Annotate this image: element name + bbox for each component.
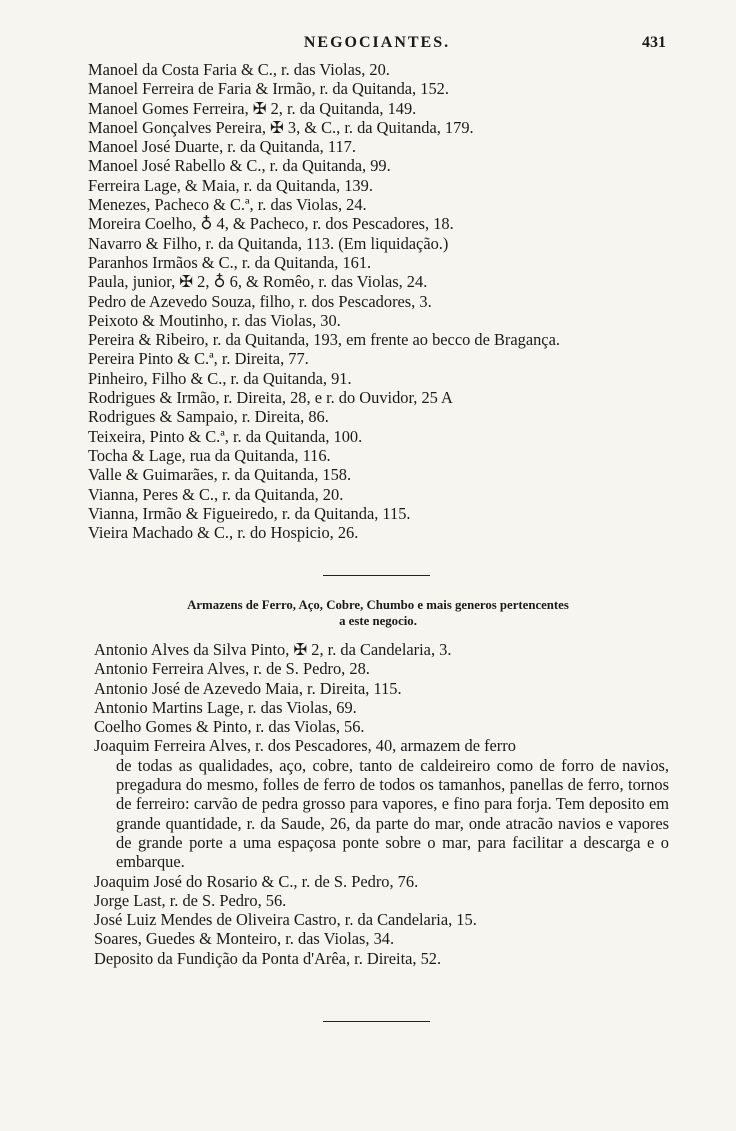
list-item: Rodrigues & Irmão, r. Direita, 28, e r. do Ouvidor, 25 A [88, 388, 453, 408]
list-item: José Luiz Mendes de Oliveira Castro, r. da Candelaria, 15. [94, 910, 477, 930]
list-item: Peixoto & Moutinho, r. das Violas, 30. [88, 310, 341, 330]
page-number: 431 [642, 34, 666, 51]
section-divider [323, 1021, 430, 1022]
long-entry-first-line: Joaquim Ferreira Alves, r. dos Pescadores, 40, armazem de ferro [94, 736, 516, 756]
list-item: Manoel Ferreira de Faria & Irmão, r. da Quitanda, 152. [88, 79, 449, 99]
list-item: Manoel Gomes Ferreira, ✠ 2, r. da Quitanda, 149. [88, 98, 417, 118]
list-item: Paula, junior, ✠ 2, ♁ 6, & Romêo, r. das Violas, 24. [88, 272, 428, 292]
merchant-list [88, 60, 668, 542]
list-item: Soares, Guedes & Monteiro, r. das Violas, 34. [94, 929, 395, 949]
list-item: Pedro de Azevedo Souza, filho, r. dos Pescadores, 3. [88, 291, 432, 311]
list-item: Pinheiro, Filho & C., r. da Quitanda, 91. [88, 368, 352, 388]
list-item: Rodrigues & Sampaio, r. Direita, 86. [88, 407, 329, 427]
list-item-long [94, 736, 669, 871]
warehouse-list [94, 640, 669, 968]
list-item: Navarro & Filho, r. da Quitanda, 113. (Em liquidação.) [88, 233, 449, 253]
list-item: Pereira Pinto & C.ª, r. Direita, 77. [88, 349, 309, 369]
list-item: Valle & Guimarães, r. da Quitanda, 158. [88, 465, 352, 485]
list-item: Antonio José de Azevedo Maia, r. Direita, 115. [94, 678, 402, 698]
list-item: Manoel da Costa Faria & C., r. das Violas, 20. [88, 60, 390, 79]
list-item: Teixeira, Pinto & C.ª, r. da Quitanda, 100. [88, 426, 363, 446]
list-item: Manoel José Duarte, r. da Quitanda, 117. [88, 137, 356, 157]
list-item: Manoel José Rabello & C., r. da Quitanda, 99. [88, 156, 391, 176]
list-item: Antonio Martins Lage, r. das Violas, 69. [94, 697, 357, 717]
running-header [88, 30, 666, 56]
list-item: Paranhos Irmãos & C., r. da Quitanda, 161. [88, 252, 372, 272]
long-entry-continuation: de todas as qualidades, aço, cobre, tanto de caldeireiro como de forro de navios, pregadura do mesmo, folles de ferro de todos os tamanhos, panellas de ferro, tornos de ferreiro: carvão de pedra grosso para vapores, e fino para forja. Tem deposito em grande quantidade, r. da Saude, 26, da parte do mar, onde atracão navios e vapores de grande porte a uma espaçosa ponte sobre o mar, para facilitar a descarga e o embarque. [116, 755, 669, 872]
page-title: NEGOCIANTES. [303, 34, 451, 51]
section-heading [88, 597, 668, 629]
list-item: Ferreira Lage, & Maia, r. da Quitanda, 139. [88, 175, 373, 195]
list-item: Joaquim José do Rosario & C., r. de S. Pedro, 76. [94, 871, 419, 891]
list-item: Pereira & Ribeiro, r. da Quitanda, 193, em frente ao becco de Bragança. [88, 330, 560, 350]
section-heading-line: Armazens de Ferro, Aço, Cobre, Chumbo e mais generos pertencentes [187, 598, 569, 612]
list-item: Vieira Machado & C., r. do Hospicio, 26. [88, 523, 359, 543]
list-item: Vianna, Irmão & Figueiredo, r. da Quitanda, 115. [88, 503, 411, 523]
section-heading-line: a este negocio. [339, 614, 417, 628]
list-item: Antonio Alves da Silva Pinto, ✠ 2, r. da Candelaria, 3. [94, 640, 452, 659]
list-item: Coelho Gomes & Pinto, r. das Violas, 56. [94, 717, 365, 737]
section-divider [323, 575, 430, 576]
list-item: Tocha & Lage, rua da Quitanda, 116. [88, 445, 331, 465]
list-item: Antonio Ferreira Alves, r. de S. Pedro, 28. [94, 659, 370, 679]
list-item: Deposito da Fundição da Ponta d'Arêa, r. Direita, 52. [94, 948, 442, 968]
list-item: Moreira Coelho, ♁ 4, & Pacheco, r. dos Pescadores, 18. [88, 214, 454, 234]
list-item: Menezes, Pacheco & C.ª, r. das Violas, 24. [88, 195, 367, 215]
list-item: Vianna, Peres & C., r. da Quitanda, 20. [88, 484, 344, 504]
list-item: Manoel Gonçalves Pereira, ✠ 3, & C., r. da Quitanda, 179. [88, 117, 474, 137]
list-item: Jorge Last, r. de S. Pedro, 56. [94, 890, 287, 910]
